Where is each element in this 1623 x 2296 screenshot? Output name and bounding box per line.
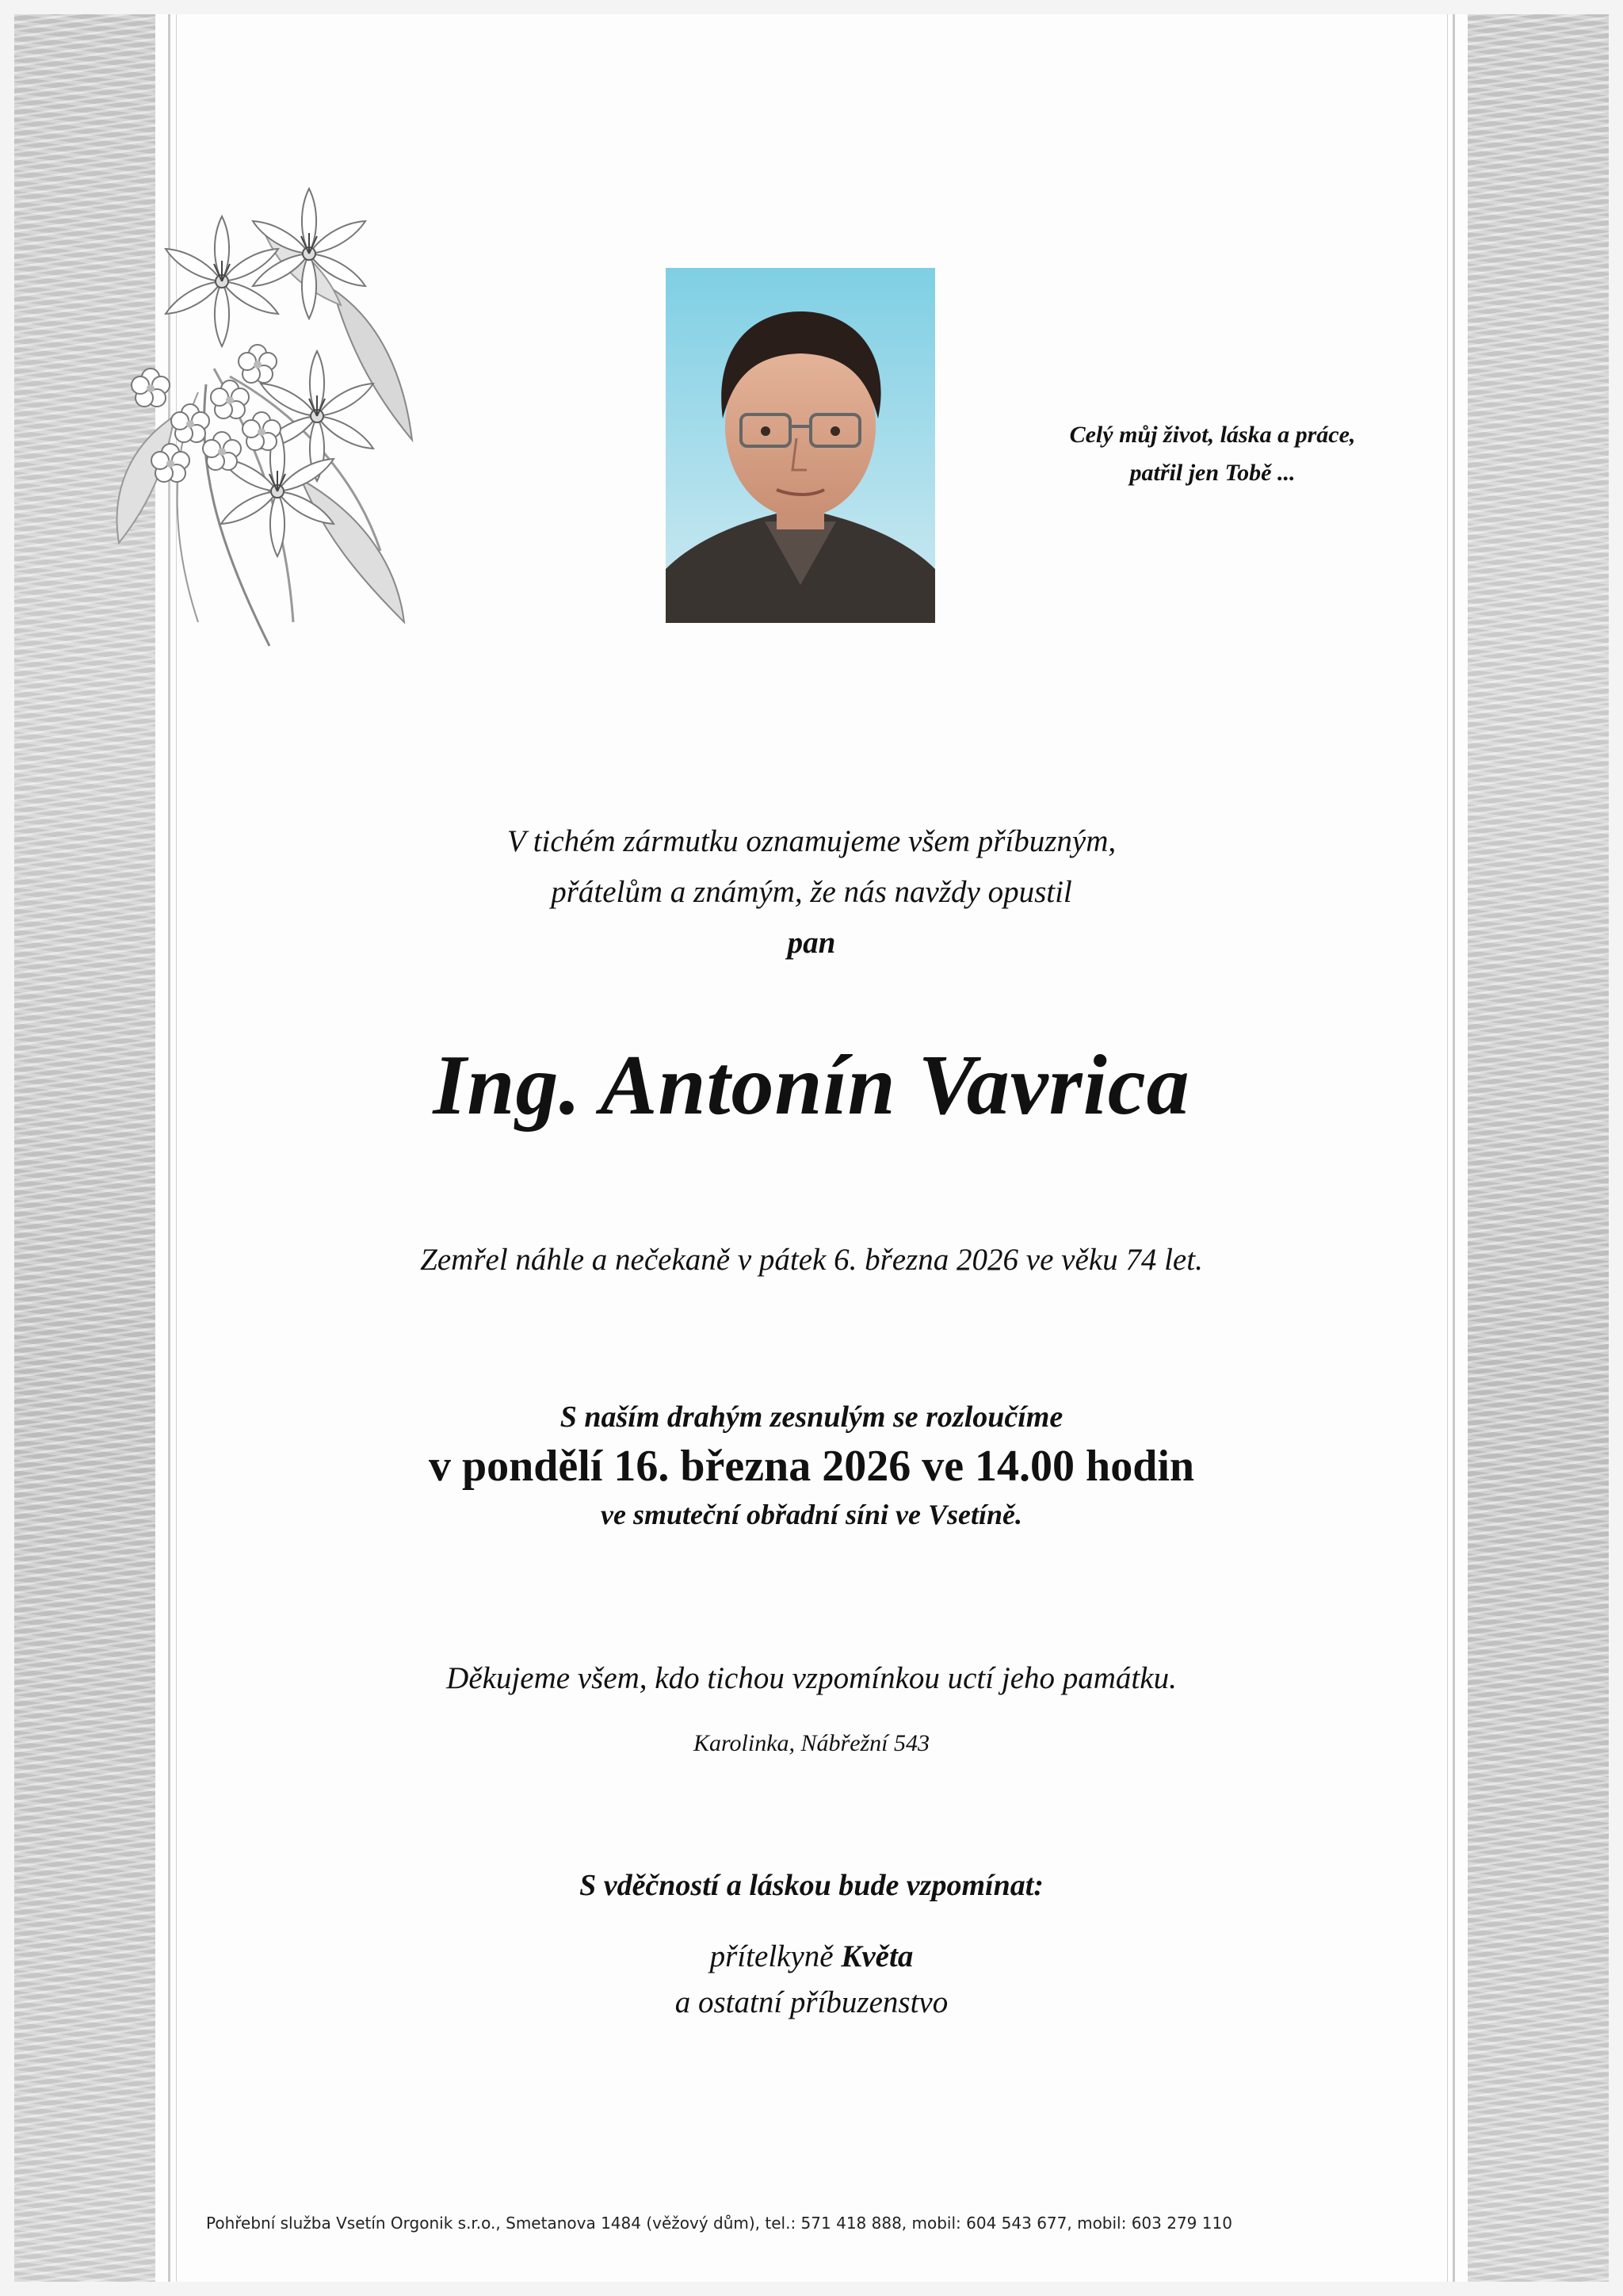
intro-line-2: přátelům a známým, že nás navždy opustil bbox=[551, 875, 1072, 909]
intro-line-3: pan bbox=[787, 926, 836, 960]
farewell-place: ve smuteční obřadní síni ve Vsetíně. bbox=[600, 1499, 1022, 1530]
mourner-relation: přítelkyně bbox=[709, 1939, 842, 1973]
memory-heading: S vděčností a láskou bude vzpomínat: bbox=[579, 1869, 1044, 1902]
death-notice: Zemřel náhle a nečekaně v pátek 6. března 2026 ve věku 74 let. bbox=[420, 1243, 1203, 1277]
intro-line-1: V tichém zármutku oznamujeme všem příbuzným, bbox=[506, 824, 1117, 858]
right-border-line-thin bbox=[1447, 14, 1448, 2282]
funeral-service-footer: Pohřební služba Vsetín Orgonik s.r.o., Smetanova 1484 (věžový dům), tel.: 571 418 888, mobil: 604 543 677, mobil: 603 279 110 bbox=[206, 2214, 1232, 2233]
thanks-text: Děkujeme všem, kdo tichou vzpomínkou uctí jeho památku. bbox=[446, 1661, 1177, 1695]
address: Karolinka, Nábřežní 543 bbox=[693, 1730, 930, 1756]
right-marble-band bbox=[1468, 14, 1609, 2282]
lily-bouquet-icon bbox=[95, 178, 436, 654]
motto-line-2: patřil jen Tobě ... bbox=[1129, 460, 1296, 486]
mourners bbox=[182, 1934, 1441, 2026]
farewell-date: v pondělí 16. března 2026 ve 14.00 hodin bbox=[428, 1442, 1195, 1491]
farewell-line-1: S naším drahým zesnulým se rozloučíme bbox=[559, 1400, 1064, 1434]
mourner-name: Květa bbox=[841, 1939, 914, 1973]
motto bbox=[999, 416, 1426, 492]
right-border-line bbox=[1453, 14, 1455, 2282]
mourner-line-2: a ostatní příbuzenstvo bbox=[674, 1985, 949, 2019]
farewell-details bbox=[182, 1395, 1441, 1536]
mourner-line-1 bbox=[182, 1934, 1441, 1980]
portrait-photo bbox=[666, 268, 935, 623]
intro-text bbox=[182, 816, 1441, 968]
motto-line-1: Celý můj život, láska a práce, bbox=[1069, 422, 1356, 448]
deceased-name: Ing. Antonín Vavrica bbox=[433, 1038, 1190, 1133]
